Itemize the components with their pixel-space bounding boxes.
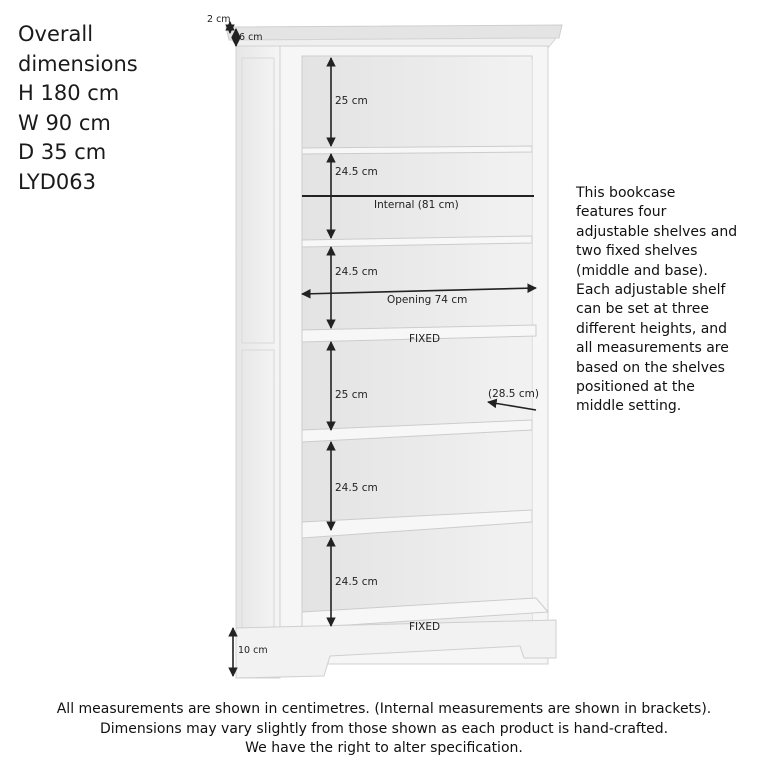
overall-title-line1: Overall [18,22,94,46]
shelf1-label: 25 cm [335,95,368,107]
description-line: can be set at three [576,301,709,318]
left-side-panel [236,46,280,678]
plinth-label: 10 cm [238,645,268,656]
shelf5-label: 24.5 cm [335,482,378,494]
internal-depth-label: (28.5 cm) [488,388,539,400]
footer-notes [0,700,768,759]
shelf6-label: 24.5 cm [335,576,378,588]
overall-width: W 90 cm [18,110,111,135]
description-line: based on the shelves [576,359,725,376]
footer-line-3: We have the right to alter specification. [245,740,523,756]
description-line: adjustable shelves and [576,223,738,240]
interior-right-wall [496,60,532,626]
overall-height: H 180 cm [18,81,120,105]
description-line: all measurements are [576,340,729,357]
shelf4-label: 25 cm [335,389,368,401]
top-rail-label: 6 cm [239,32,263,43]
product-code: LYD063 [18,169,96,194]
description-line: Each adjustable shelf [576,282,726,299]
fixed-base-label: FIXED [409,621,441,633]
bookcase-body [226,25,562,678]
description-line: positioned at the [576,379,695,396]
footer-line-1: All measurements are shown in centimetres. (Internal measurements are shown in brackets). [56,701,712,717]
description-line: two fixed shelves [576,243,698,260]
top-moulding-label: 2 cm [207,14,231,25]
internal-width-label: Internal (81 cm) [374,199,459,211]
description-line: different heights, and [576,320,728,337]
shelf2-label: 24.5 cm [335,166,378,178]
overall-depth: D 35 cm [18,140,107,164]
overall-title-line2: dimensions [18,51,138,76]
description-line: (middle and base). [576,262,708,279]
description-line: features four [576,204,667,221]
shelf-1 [302,146,532,154]
footer-line-2: Dimensions may vary slightly from those shown as each product is hand-crafted. [99,720,669,737]
description-line: This bookcase [576,185,676,201]
opening-width-label: Opening 74 cm [387,294,468,306]
fixed-middle-label: FIXED [409,333,441,345]
description-line: middle setting. [576,398,682,415]
top-moulding [226,25,562,40]
product-description [576,184,756,417]
shelf3-label: 24.5 cm [335,266,378,278]
